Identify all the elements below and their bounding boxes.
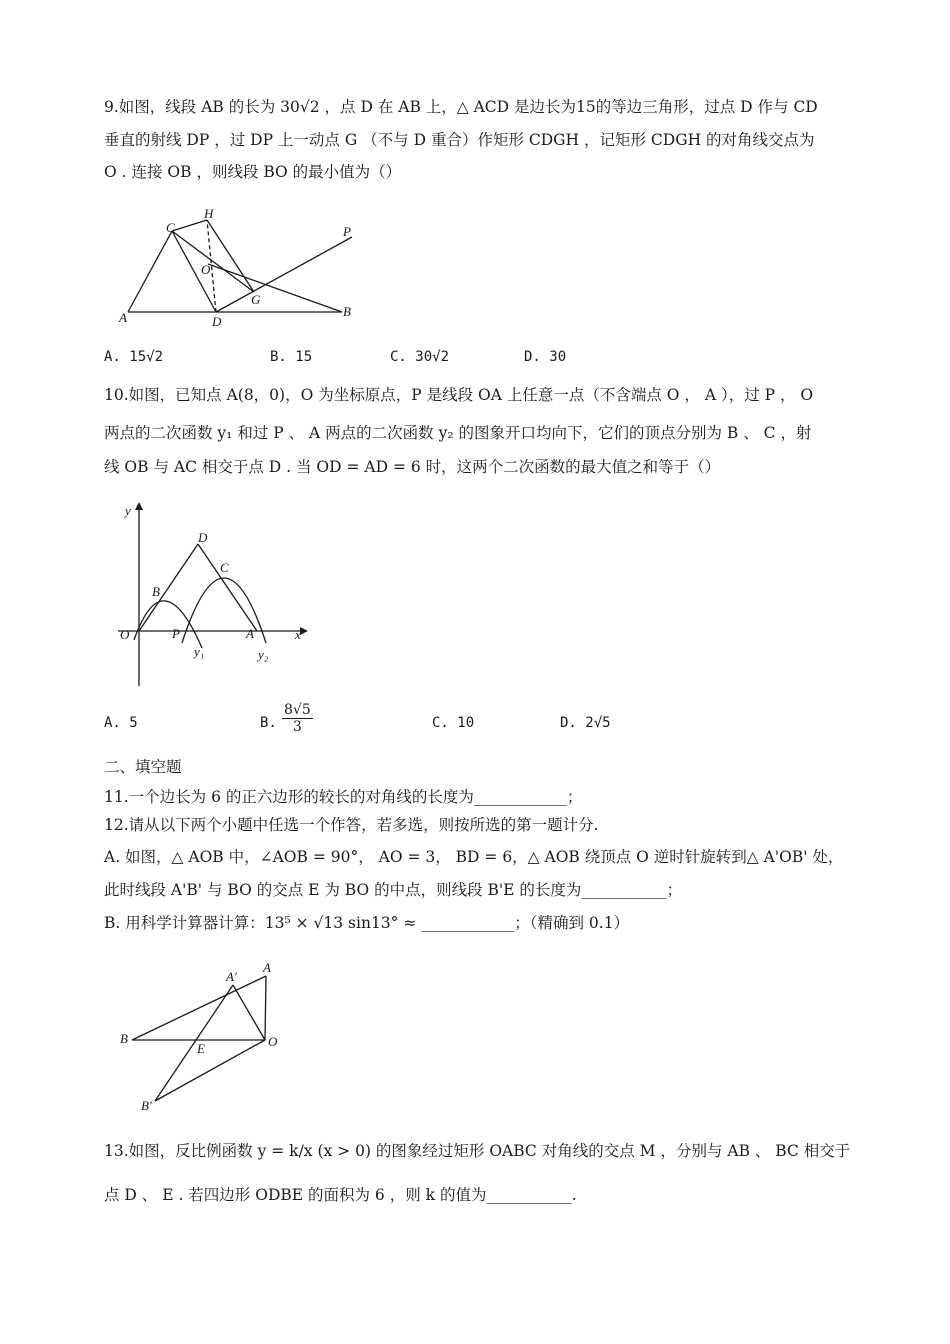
q9-option-b[interactable]: B. 15	[270, 349, 313, 365]
q12a-line-1: A. 如图，△ AOB 中，∠AOB = 90°， AO = 3， BD = 6，△ AOB 绕顶点 O 逆时针旋转到△ A'OB' 处，	[104, 848, 844, 866]
q9-option-c[interactable]: C. 30√2	[390, 349, 450, 365]
q10-label-c: C	[220, 560, 229, 575]
q12-label-b1: B'	[141, 1098, 152, 1113]
q9-line-2: 垂直的射线 DP ，过 DP 上一动点 G （不与 D 重合）作矩形 CDGH ，记矩形 CDGH 的对角线交点为	[104, 131, 815, 149]
q10-line-3: 线 OB 与 AC 相交于点 D . 当 OD = AD = 6 时，这两个二次函数的最大值之和等于（）	[104, 458, 721, 476]
q13-line-1: 13.如图，反比例函数 y = k/x (x > 0) 的图象经过矩形 OABC 对角线的交点 M ，分别与 AB 、 BC 相交于	[104, 1142, 851, 1160]
q12-label-o: O	[268, 1034, 278, 1049]
q9-label-d: D	[212, 314, 222, 329]
q13-line-2: 点 D 、 E . 若四边形 ODBE 的面积为 6 ，则 k 的值为___________.	[104, 1186, 577, 1204]
q10-option-b-numerator: 8√5	[284, 702, 311, 718]
q10-label-y2: y₂	[258, 647, 269, 662]
q10-option-b-denominator: 3	[292, 719, 302, 735]
q10-ray-od	[139, 544, 198, 631]
q12a-line-2: 此时线段 A'B' 与 BO 的交点 E 为 BO 的中点，则线段 B'E 的长度为___________；	[104, 881, 683, 899]
q9-line-3: O . 连接 OB ，则线段 BO 的最小值为（）	[104, 163, 402, 181]
q9-label-g: G	[251, 292, 261, 307]
q9-seg-ac	[128, 231, 172, 312]
q12-seg-a1o	[233, 985, 265, 1040]
q9-label-p: P	[343, 224, 351, 239]
section-fill-in-blank-title: 二、填空题	[104, 758, 182, 776]
q10-line-2: 两点的二次函数 y₁ 和过 P 、 A 两点的二次函数 y₂ 的图象开口均向下，它们的顶点分别为 B 、 C ，射	[104, 424, 812, 442]
q10-label-p: P	[172, 626, 180, 641]
q12-label-a: A	[263, 960, 271, 975]
q12-seg-ao	[265, 976, 266, 1040]
q9-label-c: C	[166, 220, 175, 235]
q10-label-o: O	[120, 627, 130, 642]
q9-label-a: A	[119, 310, 127, 325]
q9-label-o: O	[201, 262, 211, 277]
q9-figure	[110, 200, 370, 335]
q9-seg-ch	[172, 220, 207, 231]
q9-line-1: 9.如图，线段 AB 的长为 30√2 ，点 D 在 AB 上，△ ACD 是边长为15的等边三角形，过点 D 作与 CD	[104, 98, 818, 116]
q12-seg-a1b1	[155, 985, 233, 1101]
q9-label-b: B	[343, 304, 351, 319]
q10-line-1: 10.如图，已知点 A(8，0)，O 为坐标原点，P 是线段 OA 上任意一点（不含端点 O ， A ），过 P ， O	[104, 386, 814, 404]
q10-option-b[interactable]: B.	[260, 715, 277, 731]
q10-label-b: B	[152, 584, 160, 599]
q10-option-d[interactable]: D. 2√5	[560, 715, 611, 731]
q9-seg-hg	[207, 220, 254, 292]
q10-label-y1: y₁	[194, 644, 205, 659]
q10-label-x: x	[295, 627, 301, 642]
q12b-line-1: B. 用科学计算器计算：13⁵ × √13 sin13° ≈ ____________；（精确到 0.1）	[104, 914, 630, 932]
q12-label-a1: A'	[226, 969, 237, 984]
q12-label-b: B	[120, 1031, 128, 1046]
q10-label-a: A	[246, 626, 254, 641]
q10-option-b-fraction	[282, 702, 313, 735]
q10-option-c[interactable]: C. 10	[432, 715, 475, 731]
q9-option-d[interactable]: D. 30	[524, 349, 567, 365]
q10-option-a[interactable]: A. 5	[104, 715, 138, 731]
q10-label-d: D	[198, 530, 208, 545]
q9-option-a[interactable]: A. 15√2	[104, 349, 164, 365]
q10-ray-ad	[198, 544, 257, 631]
q10-figure	[110, 498, 310, 690]
q9-label-h: H	[204, 206, 214, 221]
q12-figure	[110, 955, 290, 1115]
q11-text: 11.一个边长为 6 的正六边形的较长的对角线的长度为____________；	[104, 788, 583, 806]
q10-label-y: y	[125, 503, 131, 518]
q12-label-e: E	[197, 1041, 205, 1056]
q12-seg-b1o	[155, 1040, 265, 1101]
q12-intro: 12.请从以下两个小题中任选一个作答，若多选，则按所选的第一题计分.	[104, 816, 599, 834]
